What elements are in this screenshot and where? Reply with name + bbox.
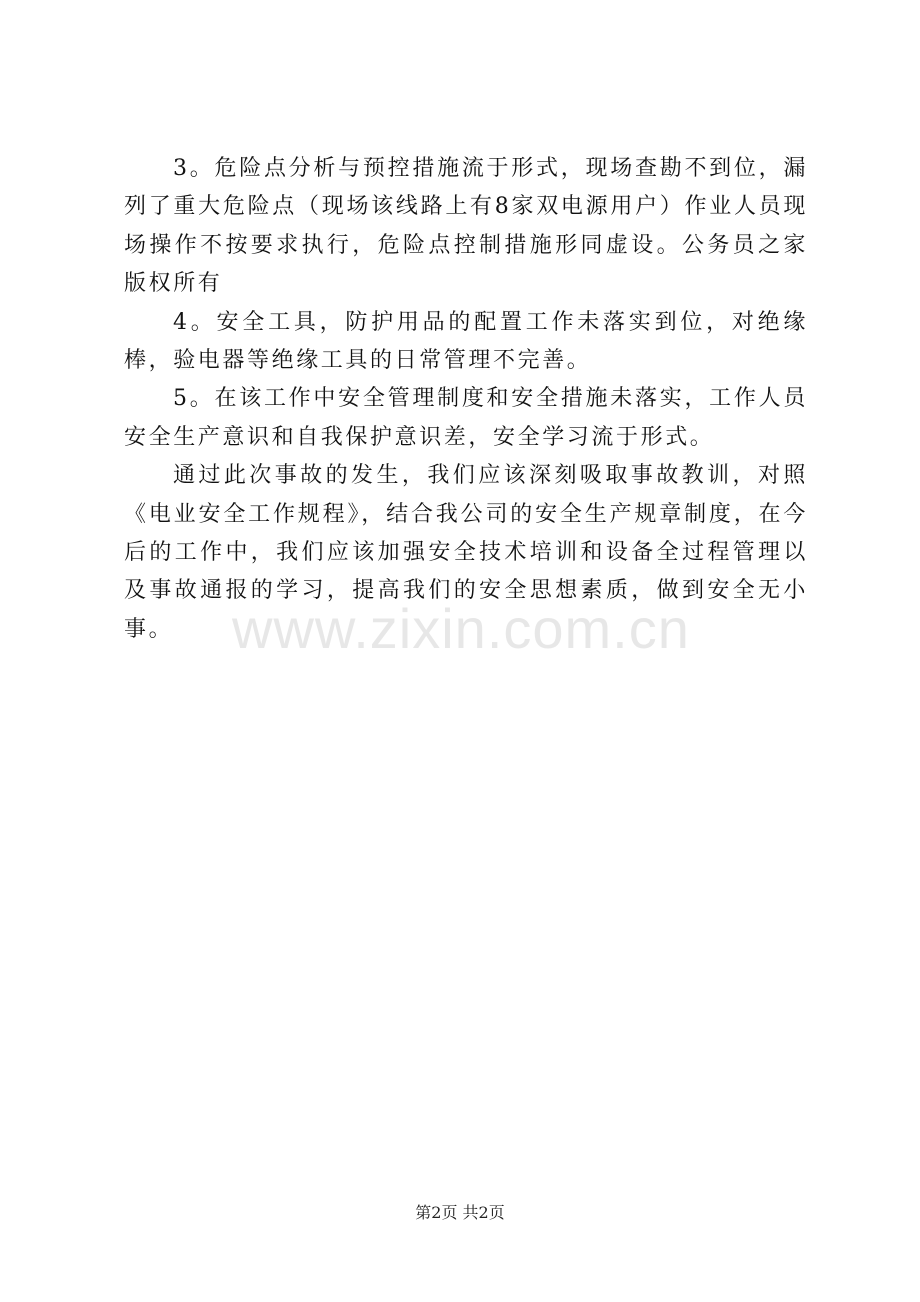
paragraph-conclusion: 通过此次事故的发生，我们应该深刻吸取事故教训，对照《电业安全工作规程》，结合我公司的安全生产规章制度，在今后的工作中，我们应该加强安全技术培训和设备全过程管理以及事故通报的学习，提高我们的安全思想素质，做到安全无小事。	[124, 463, 808, 642]
paragraph-item-3: 3。危险点分析与预控措施流于形式，现场查勘不到位，漏列了重大危险点（现场该线路上有8家双电源用户）作业人员现场操作不按要求执行，危险点控制措施形同虚设。公务员之家版权所有	[124, 156, 808, 297]
document-body	[124, 150, 808, 649]
page-number-footer: 第2页 共2页	[415, 1203, 505, 1222]
watermark-text: www.zixin.com.cn	[232, 597, 690, 660]
paragraph-item-4: 4。安全工具，防护用品的配置工作未落实到位，对绝缘棒，验电器等绝缘工具的日常管理不完善。	[124, 309, 808, 374]
paragraph-item-5: 5。在该工作中安全管理制度和安全措施未落实，工作人员安全生产意识和自我保护意识差，安全学习流于形式。	[124, 386, 808, 450]
